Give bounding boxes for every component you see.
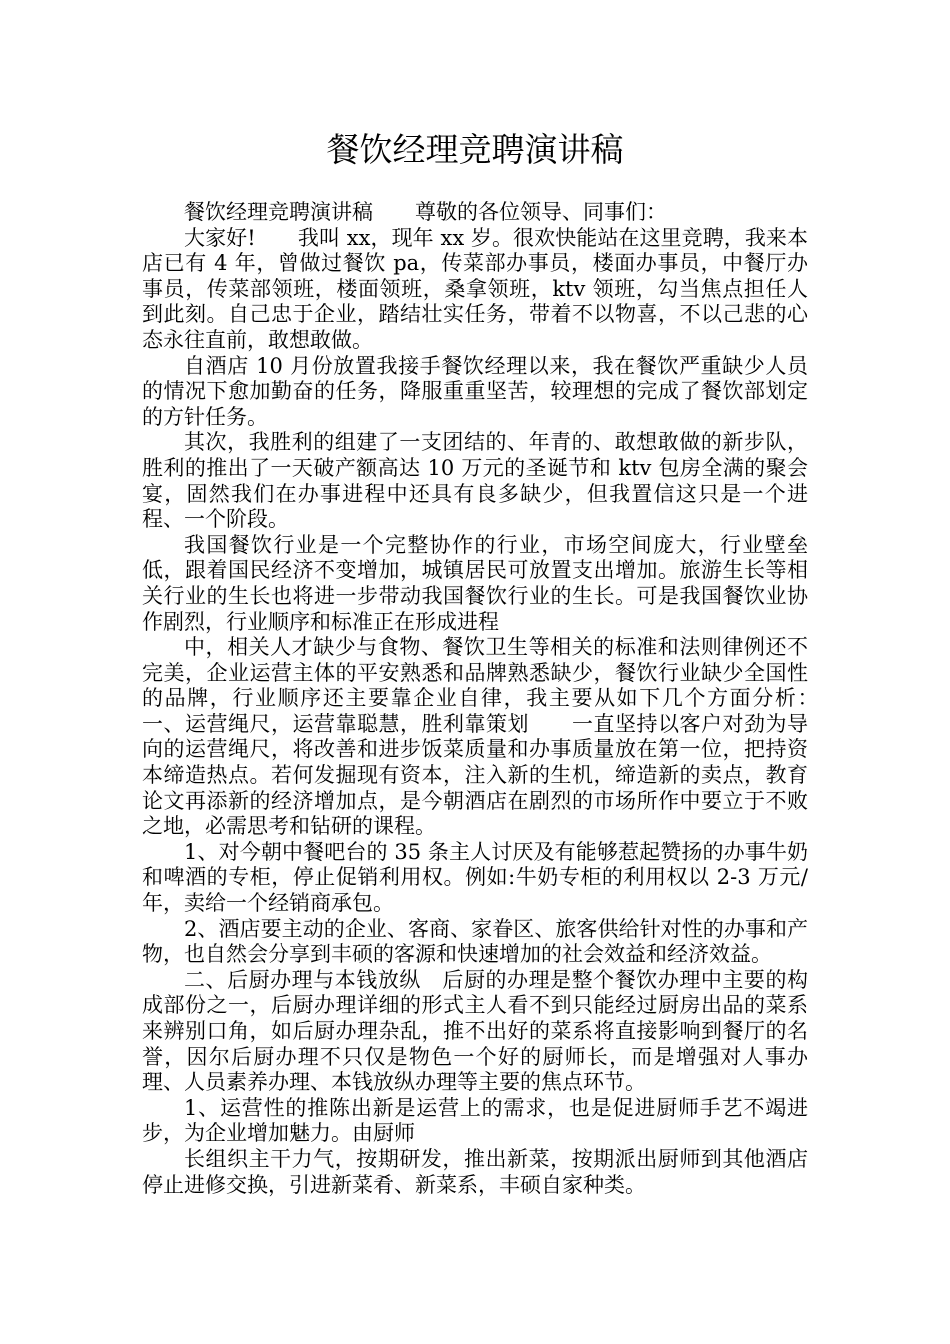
- document-title: 餐饮经理竞聘演讲稿: [326, 130, 624, 169]
- paragraph-1: 餐饮经理竞聘演讲稿 尊敬的各位领导、同事们：: [184, 200, 667, 224]
- document-body: [142, 200, 850, 1198]
- paragraph-8: 2、酒店要主动的企业、客商、家眷区、旅客供给针对性的办事和产物，也自然会分享到丰硕的客源和快速增加的社会效益和经济效益。: [142, 916, 808, 967]
- paragraph-5: 我国餐饮行业是一个完整协作的行业，市场空间庞大，行业壁垒低，跟着国民经济不变增加，城镇居民可放置支出增加。旅游生长等相关行业的生长也将进一步带动我国餐饮行业的生长。可是我国餐饮业协作剧烈，行业顺序和标准正在形成进程: [142, 532, 808, 634]
- paragraph-6: 中，相关人才缺少与食物、餐饮卫生等相关的标准和法则律例还不完美，企业运营主体的平安熟悉和品牌熟悉缺少，餐饮行业缺少全国性的品牌，行业顺序还主要靠企业自律，我主要从如下几个方面分析： 一、运营绳尺，运营靠聪慧，胜利靠策划 一直坚持以客户对劲为导向的运营绳尺，将改善和进步饭菜质量和办事质量放在第一位，把持资本缔造热点。若何发掘现有资本，注入新的生机，缔造新的卖点，教育论文再添新的经济增加点，是今朝酒店在剧烈的市场所作中要立于不败之地，必需思考和钻研的课程。: [142, 635, 850, 839]
- paragraph-10: 1、运营性的推陈出新是运营上的需求，也是促进厨师手艺不竭进步，为企业增加魅力。由厨师: [142, 1095, 808, 1146]
- paragraph-2: 大家好! 我叫 xx，现年 xx 岁。很欢快能站在这里竞聘，我来本店已有 4 年，曾做过餐饮 pa，传菜部办事员，楼面办事员，中餐厅办事员，传菜部领班，楼面领班，桑拿领班，ktv 领班，勾当焦点担任人到此刻。自己忠于企业，踏结壮实任务，带着不以物喜，不以己悲的心态永往直前，敢想敢做。: [142, 225, 808, 352]
- paragraph-11: 长组织主干力气，按期研发，推出新菜，按期派出厨师到其他酒店停止进修交换，引进新菜肴、新菜系，丰硕自家种类。: [142, 1146, 808, 1197]
- paragraph-9: 二、后厨办理与本钱放纵 后厨的办理是整个餐饮办理中主要的构成部份之一，后厨办理详细的形式主人看不到只能经过厨房出品的菜系来辨别口角，如后厨办理杂乱，推不出好的菜系将直接影响到餐厅的名誉，因尔后厨办理不只仅是物色一个好的厨师长，而是增强对人事办理、人员素养办理、本钱放纵办理等主要的焦点环节。: [142, 967, 808, 1095]
- paragraph-7: 1、对今朝中餐吧台的 35 条主人讨厌及有能够惹起赞扬的办事牛奶和啤酒的专柜，停止促销利用权。例如:牛奶专柜的利用权以 2-3 万元/年，卖给一个经销商承包。: [142, 839, 808, 916]
- paragraph-4: 其次，我胜利的组建了一支团结的、年青的、敢想敢做的新步队，胜利的推出了一天破产额高达 10 万元的圣诞节和 ktv 包房全满的聚会宴，固然我们在办事进程中还具有良多缺少，但我置信这只是一个进程、一个阶段。: [142, 430, 808, 532]
- paragraph-3: 自酒店 10 月份放置我接手餐饮经理以来，我在餐饮严重缺少人员的情况下愈加勤奋的任务，降服重重坚苦，较理想的完成了餐饮部划定的方针任务。: [142, 353, 808, 429]
